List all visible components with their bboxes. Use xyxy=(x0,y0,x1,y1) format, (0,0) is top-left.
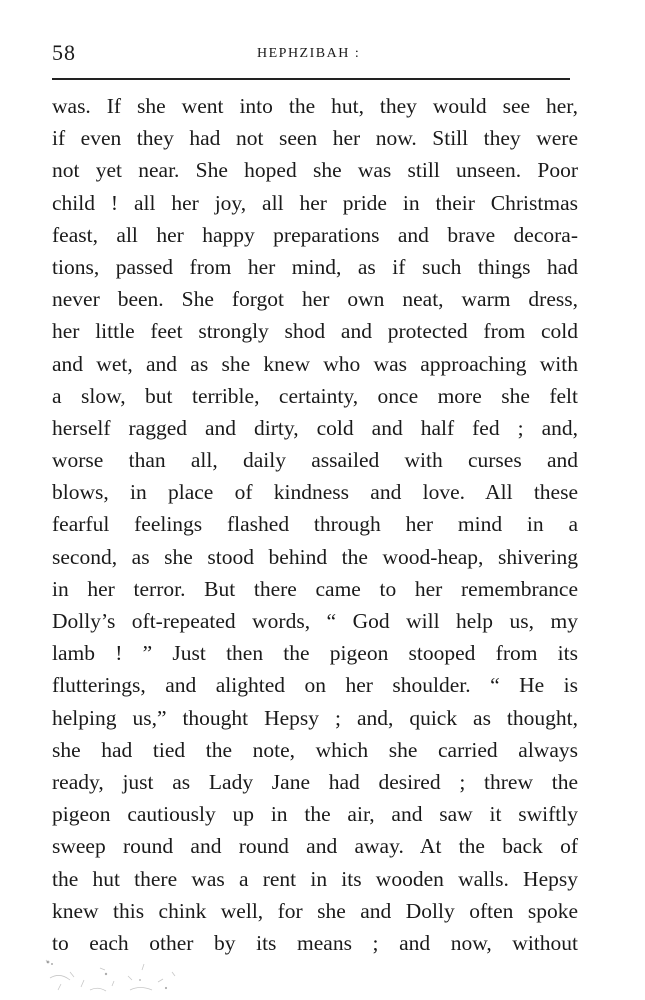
text-line: blows, in place of kindness and love. All these xyxy=(52,480,578,505)
text-line: not yet near. She hoped she was still unseen. Poor xyxy=(52,158,578,183)
text-line: herself ragged and dirty, cold and half fed ; and, xyxy=(52,415,578,440)
text-line: lamb ! ” Just then the pigeon stooped from its xyxy=(52,641,578,666)
text-line: pigeon cautiously up in the air, and saw it swiftly xyxy=(52,802,578,827)
header-rule xyxy=(52,78,570,80)
text-line: the hut there was a rent in its wooden walls. Hepsy xyxy=(52,866,578,891)
text-line: and wet, and as she knew who was approaching with xyxy=(52,351,578,376)
text-line: helping us,” thought Hepsy ; and, quick as thought, xyxy=(52,705,578,730)
text-line: worse than all, daily assailed with curses and xyxy=(52,448,578,473)
text-line: flutterings, and alighted on her shoulder. “ He is xyxy=(52,673,578,698)
text-line: to each other by its means ; and now, without xyxy=(52,930,578,955)
text-line: a slow, but terrible, certainty, once more she felt xyxy=(52,383,578,408)
running-title: HEPHZIBAH : xyxy=(257,46,361,61)
text-line: was. If she went into the hut, they would see her, xyxy=(52,94,578,118)
body-text xyxy=(52,90,578,959)
text-line: feast, all her happy preparations and brave decora- xyxy=(52,222,578,247)
text-line: knew this chink well, for she and Dolly often spoke xyxy=(52,898,578,923)
ink-smudge xyxy=(40,950,200,998)
text-line: tions, passed from her mind, as if such things had xyxy=(52,254,578,279)
text-line: Dolly’s oft-repeated words, “ God will help us, my xyxy=(52,609,578,633)
text-line: she had tied the note, which she carried always xyxy=(52,737,578,762)
text-line: never been. She forgot her own neat, warm dress, xyxy=(52,287,578,312)
text-line: if even they had not seen her now. Still they were xyxy=(52,126,578,151)
page-number: 58 xyxy=(52,40,76,65)
text-line: fearful feelings flashed through her mind in a xyxy=(52,512,578,537)
text-line: in her terror. But there came to her remembrance xyxy=(52,576,578,601)
text-line: second, as she stood behind the wood-heap, shivering xyxy=(52,544,578,569)
text-line: child ! all her joy, all her pride in their Christmas xyxy=(52,190,578,215)
text-line: ready, just as Lady Jane had desired ; threw the xyxy=(52,769,578,794)
page-header xyxy=(52,40,572,74)
text-line: sweep round and round and away. At the back of xyxy=(52,834,578,859)
text-line: her little feet strongly shod and protected from cold xyxy=(52,319,578,344)
